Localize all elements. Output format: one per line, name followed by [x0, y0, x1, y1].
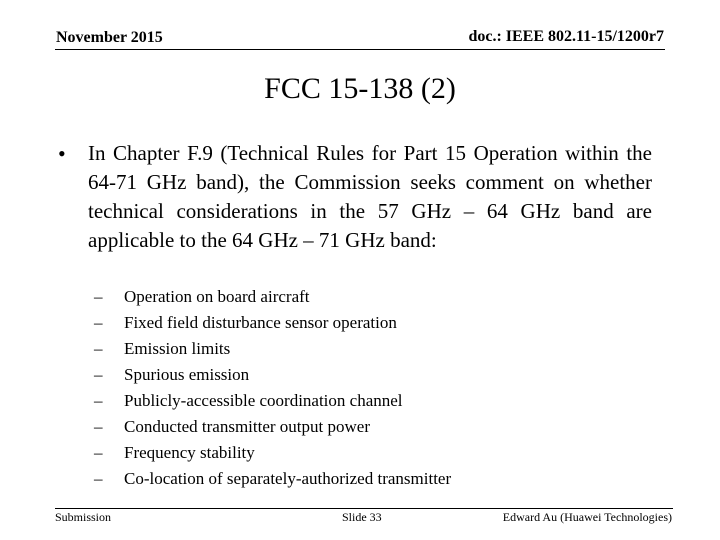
list-item-text: Co-location of separately-authorized transmitter [124, 469, 452, 488]
dash-icon: – [94, 365, 103, 384]
dash-icon: – [94, 391, 103, 410]
footer-divider [55, 508, 673, 509]
list-item-text: Operation on board aircraft [124, 287, 310, 306]
dash-icon: – [94, 417, 103, 436]
dash-icon: – [94, 469, 103, 488]
list-item [94, 414, 514, 440]
footer-submission: Submission [55, 510, 112, 524]
main-bullet [58, 139, 652, 255]
list-item-text: Spurious emission [124, 365, 250, 384]
list-item [94, 466, 514, 492]
list-item-text: Frequency stability [124, 443, 255, 462]
dash-icon: – [94, 339, 103, 358]
main-bullet-text: In Chapter F.9 (Technical Rules for Part 15 Operation within the 64-71 GHz band), the Commission seeks comment on whether technical considerations in the 57 GHz – 64 GHz band are applicable to the 64 GHz – 71 GHz band: [88, 141, 652, 252]
list-item-text: Emission limits [124, 339, 231, 358]
footer-author: Edward Au (Huawei Technologies) [502, 510, 672, 524]
header-divider [55, 49, 665, 50]
header-doc-id: doc.: IEEE 802.11-15/1200r7 [468, 28, 664, 45]
bullet-icon: • [58, 141, 66, 166]
list-item [94, 362, 514, 388]
list-item [94, 336, 514, 362]
list-item-text: Publicly-accessible coordination channel [124, 391, 403, 410]
list-item [94, 310, 514, 336]
list-item [94, 284, 514, 310]
list-item-text: Conducted transmitter output power [124, 417, 370, 436]
slide-title: FCC 15-138 (2) [264, 72, 456, 105]
list-item-text: Fixed field disturbance sensor operation [124, 313, 397, 332]
footer-slide-number: Slide 33 [342, 510, 382, 524]
header-date: November 2015 [56, 29, 163, 46]
list-item [94, 388, 514, 414]
dash-icon: – [94, 313, 103, 332]
dash-icon: – [94, 443, 103, 462]
list-item [94, 440, 514, 466]
dash-icon: – [94, 287, 103, 306]
sub-bullet-list [94, 284, 514, 492]
